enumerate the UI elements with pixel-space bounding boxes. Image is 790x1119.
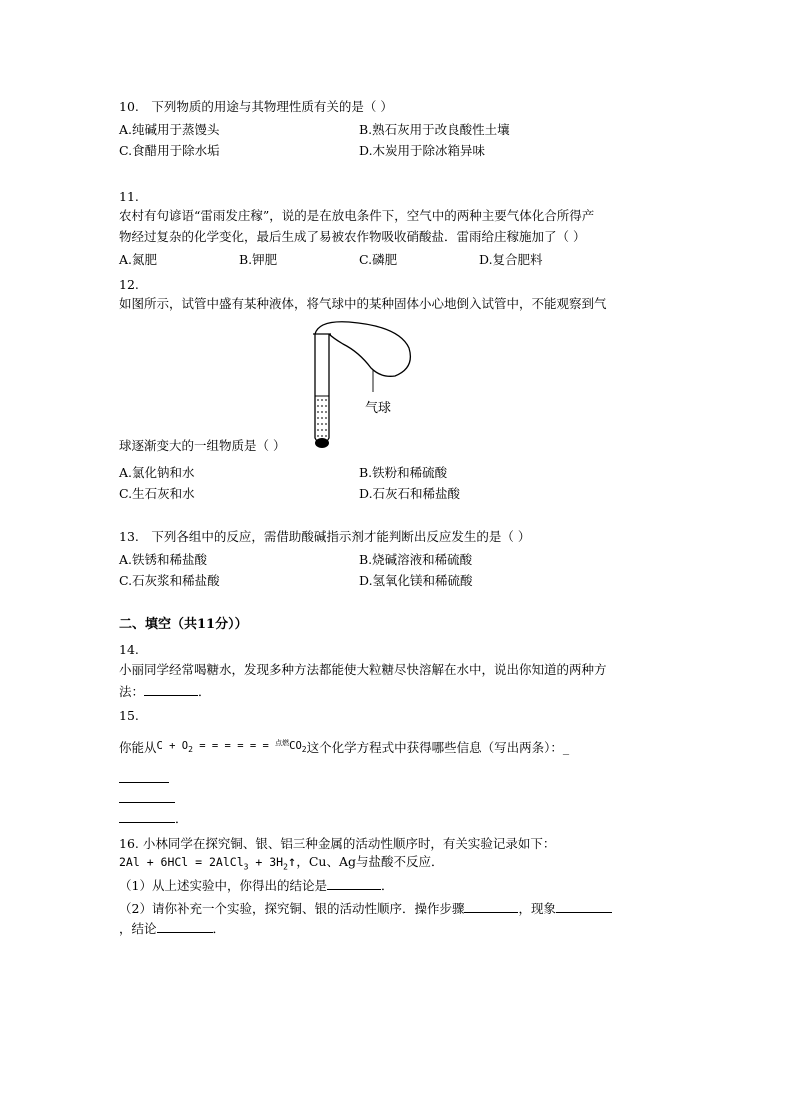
q14-stem-line2 bbox=[119, 683, 211, 701]
test-tube-balloon-figure bbox=[309, 318, 439, 458]
q14-number: 14. bbox=[119, 642, 139, 657]
section-2-title: 二、填空（共11分）） bbox=[119, 617, 248, 632]
q15-eq-left: C + O bbox=[156, 740, 189, 752]
q16-sub1-suffix: ． bbox=[380, 878, 394, 893]
q10-option-c: C.食醋用于除水垢 bbox=[119, 143, 220, 158]
q15-suffix: 这个化学方程式中获得哪些信息（写出两条）：_ bbox=[306, 740, 570, 755]
q11-stem-line1: 农村有句谚语“雷雨发庄稼”，说的是在放电条件下，空气中的两种主要气体化合所得产 bbox=[119, 208, 595, 223]
q16-procedure-blank[interactable] bbox=[464, 900, 518, 913]
q16-phenomenon-blank[interactable] bbox=[556, 900, 612, 913]
q15-eq-equals: = = = = = = bbox=[192, 740, 276, 752]
q16-sub1-prefix: （1）从上述实验中，你得出的结论是 bbox=[119, 878, 327, 893]
q16-eq-sub2: 2 bbox=[283, 862, 288, 872]
q15-eq-condition: 点燃 bbox=[275, 739, 290, 747]
q12-option-c: C.生石灰和水 bbox=[119, 486, 195, 501]
q15-answer-line1[interactable] bbox=[119, 770, 169, 788]
q14-suffix: ． bbox=[198, 684, 211, 699]
q15-prefix: 你能从 bbox=[119, 740, 157, 755]
q13-option-d: D.氢氧化镁和稀硫酸 bbox=[359, 573, 473, 588]
q15-eq-product: CO bbox=[289, 740, 302, 752]
q16-stem: 16. 小林同学在探究铜、银、铝三种金属的活动性顺序时，有关实验记录如下： bbox=[119, 836, 556, 851]
q12-option-a: A.氯化钠和水 bbox=[119, 465, 195, 480]
q16-sub2-line2-prefix: ，结论 bbox=[119, 921, 157, 936]
q16-sub2-mid: ，现象 bbox=[518, 901, 556, 916]
q11-option-c: C.磷肥 bbox=[359, 252, 398, 267]
q16-sub2-line1 bbox=[119, 900, 612, 918]
q15-stem bbox=[119, 739, 569, 759]
q16-eq-part1: 2Al + 6HCl = 2AlCl bbox=[119, 855, 244, 869]
q16-equation bbox=[119, 854, 297, 872]
q15-eq-o2-sub: 2 bbox=[188, 745, 193, 755]
q16-sub1-blank[interactable] bbox=[327, 877, 381, 890]
q16-eq-tail: ，Cu、Ag与盐酸不反应． bbox=[296, 854, 444, 869]
q16-eq-sub1: 3 bbox=[243, 862, 249, 872]
q16-sub2-line2-suffix: ． bbox=[212, 921, 226, 936]
q11-option-a: A.氮肥 bbox=[119, 252, 158, 267]
q13-option-c: C.石灰浆和稀盐酸 bbox=[119, 573, 220, 588]
q11-option-d: D.复合肥料 bbox=[479, 252, 543, 267]
q13-option-b: B.烧碱溶液和稀硫酸 bbox=[359, 552, 473, 567]
q10-stem: 10. 下列物质的用途与其物理性质有关的是（ ） bbox=[119, 99, 393, 114]
q10-option-a: A.纯碱用于蒸馒头 bbox=[119, 122, 220, 137]
q16-sub2-line2 bbox=[119, 920, 225, 938]
q16-eq-part2: + 3H bbox=[248, 855, 284, 869]
q13-option-a: A.铁锈和稀盐酸 bbox=[119, 552, 208, 567]
balloon-label: 气球 bbox=[365, 401, 392, 416]
q15-equation bbox=[156, 739, 307, 755]
q15-end-mark: ． bbox=[175, 811, 188, 826]
q12-option-d: D.石灰石和稀盐酸 bbox=[359, 486, 461, 501]
q12-stem-line1: 如图所示，试管中盛有某种液体，将气球中的某种固体小心地倒入试管中，不能观察到气 bbox=[119, 296, 607, 311]
q11-stem-line2: 物经过复杂的化学变化，最后生成了易被农作物吸收硝酸盐．雷雨给庄稼施加了（ ） bbox=[119, 229, 586, 244]
q12-stem-line2: 球逐渐变大的一组物质是（ ） bbox=[119, 438, 286, 453]
q15-answer-line2[interactable] bbox=[119, 790, 175, 808]
test-tube-illustration bbox=[309, 318, 439, 458]
q14-answer-blank[interactable] bbox=[144, 683, 198, 696]
q16-sub1 bbox=[119, 877, 393, 895]
q12-number: 12. bbox=[119, 277, 139, 292]
q10-option-b: B.熟石灰用于改良酸性土壤 bbox=[359, 122, 510, 137]
q13-stem: 13. 下列各组中的反应，需借助酸碱指示剂才能判断出反应发生的是（ ） bbox=[119, 529, 531, 544]
q11-option-b: B.钾肥 bbox=[239, 252, 278, 267]
q12-option-b: B.铁粉和稀硫酸 bbox=[359, 465, 448, 480]
q11-number: 11. bbox=[119, 189, 139, 204]
q10-option-d: D.木炭用于除冰箱异味 bbox=[359, 143, 486, 158]
q14-prefix: 法： bbox=[119, 684, 145, 699]
q14-stem-line1: 小丽同学经常喝糖水，发现多种方法都能使大粒糖尽快溶解在水中，说出你知道的两种方 bbox=[119, 662, 607, 677]
q16-equation-line bbox=[119, 852, 444, 873]
gas-arrow-icon: ↑ bbox=[287, 854, 297, 870]
q15-number: 15. bbox=[119, 708, 139, 723]
q16-sub2-prefix: （2）请你补充一个实验，探究铜、银的活动性顺序．操作步骤 bbox=[119, 901, 465, 916]
q15-answer-line3[interactable] bbox=[119, 810, 188, 828]
q15-eq-product-sub: 2 bbox=[301, 745, 307, 755]
q16-conclusion-blank[interactable] bbox=[157, 920, 213, 933]
